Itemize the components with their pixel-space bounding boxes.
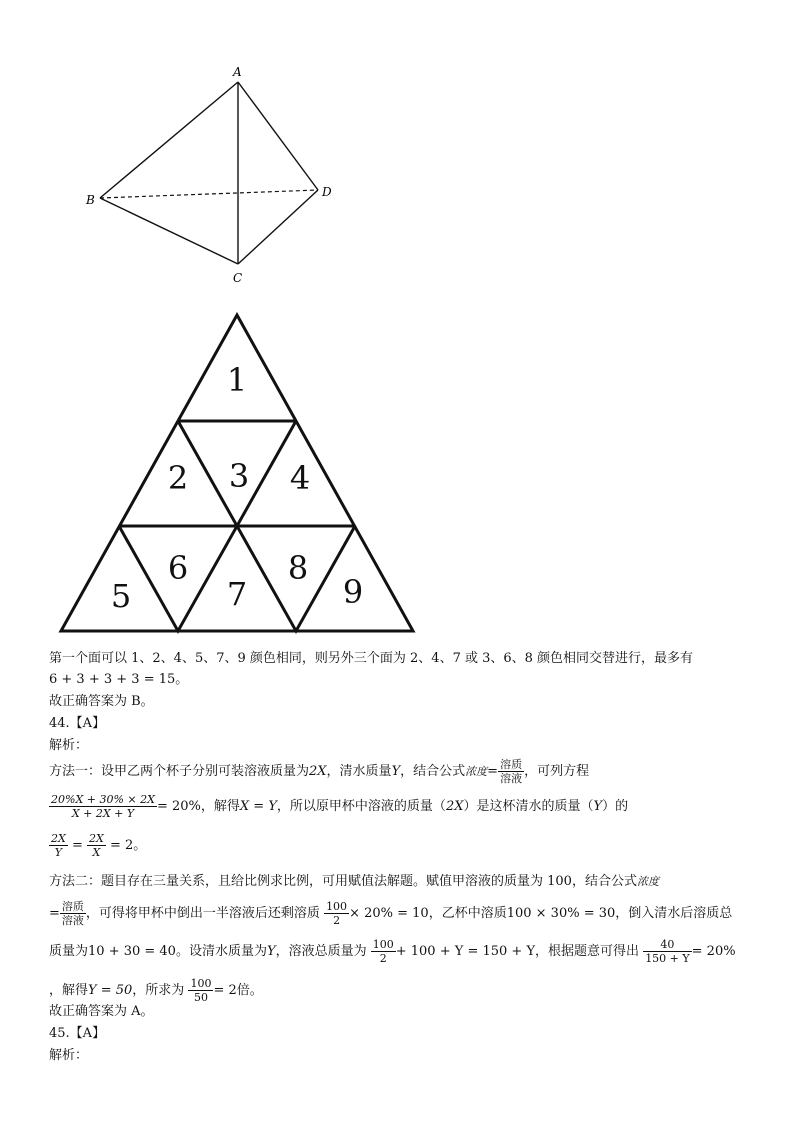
method1-solution: X = Y bbox=[239, 799, 277, 814]
conclusion-2: 故正确答案为 A。 bbox=[49, 1004, 154, 1019]
method2-line1 bbox=[49, 873, 659, 891]
method2-text-k: 倍。 bbox=[236, 983, 263, 998]
method1-text-b: ，清水质量 bbox=[326, 764, 392, 779]
method2-conc-label: 浓度 bbox=[636, 875, 659, 888]
edge-bd-hidden bbox=[100, 190, 318, 198]
method1-frac-den: 溶液 bbox=[500, 772, 523, 785]
method1-text-h: ）的 bbox=[602, 799, 629, 814]
triangle-figure bbox=[55, 305, 425, 640]
method1-var-2x: 2X bbox=[309, 764, 327, 779]
method1-text-e: ，解得 bbox=[200, 799, 240, 814]
face-label-4: 4 bbox=[289, 459, 311, 497]
method2-percent-num: 40 bbox=[643, 938, 691, 952]
method2-text-c: ，乙杯中溶质 bbox=[428, 906, 507, 921]
para1-line1: 第一个面可以 1、2、4、5、7、9 颜色相同，则另外三个面为 2、4、7 或 3、6、8 颜色相同交替进行，最多有 bbox=[49, 651, 694, 666]
method2-total-num: 100 bbox=[372, 938, 394, 951]
para1-line2: 6 + 3 + 3 + 3 = 15。 bbox=[49, 672, 189, 687]
method1-ratio2-num: 2X bbox=[89, 832, 104, 845]
method1-concentration-fraction bbox=[498, 758, 524, 785]
method2-text-f: 。设清水质量为 bbox=[175, 944, 267, 959]
method2-text-e: 质量为 bbox=[49, 944, 89, 959]
edge-cd bbox=[238, 190, 318, 264]
method2-half-den: 2 bbox=[333, 914, 341, 927]
method2-half-rest: × 20% = 10 bbox=[349, 906, 429, 921]
q44-heading: 44.【A】 bbox=[49, 716, 106, 731]
face-label-6: 6 bbox=[167, 549, 189, 587]
face-label-9: 9 bbox=[342, 573, 364, 611]
vertex-label-a: A bbox=[233, 65, 242, 79]
edge-ad bbox=[238, 82, 318, 190]
method1-eqn-rhs: = 20% bbox=[156, 799, 201, 814]
method1-var-y: Y bbox=[391, 764, 401, 779]
tetrahedron-figure bbox=[80, 50, 380, 300]
method1-line2 bbox=[49, 793, 628, 820]
method1-text-g: ）是这杯清水的质量（ bbox=[463, 799, 594, 814]
q45-analysis-label: 解析： bbox=[49, 1048, 89, 1063]
method2-line3 bbox=[49, 938, 736, 965]
q44-analysis-label: 解析： bbox=[49, 738, 89, 753]
method1-eqn-num: 20%X + 30% × 2X bbox=[51, 793, 155, 806]
method2-frac-den: 溶液 bbox=[61, 914, 84, 927]
method1-ratio2-den: X bbox=[92, 846, 101, 859]
method2-line4 bbox=[49, 977, 263, 1004]
face-label-8: 8 bbox=[287, 549, 309, 587]
method1-text-c: ，结合公式 bbox=[400, 764, 466, 779]
vertex-label-b: B bbox=[86, 193, 95, 207]
method2-percent-fraction bbox=[643, 938, 691, 965]
vertex-label-d: D bbox=[322, 185, 332, 199]
method1-text-f: ，所以原甲杯中溶液的质量（ bbox=[276, 799, 446, 814]
method2-text-h: ，根据题意可得出 bbox=[535, 944, 640, 959]
method1-ratio1-den: Y bbox=[54, 846, 63, 859]
method1-var-2x-b: 2X bbox=[445, 799, 464, 814]
method2-text-i: ，解得 bbox=[49, 983, 89, 998]
method2-total-den: 2 bbox=[379, 952, 387, 965]
method1-frac-num: 溶质 bbox=[500, 758, 523, 771]
method1-conc-label: 浓度 bbox=[465, 765, 488, 778]
conclusion-1: 故正确答案为 B。 bbox=[49, 694, 154, 709]
face-label-1: 1 bbox=[226, 361, 248, 399]
method1-ratio1 bbox=[49, 832, 68, 859]
method2-text-j: ，所求为 bbox=[132, 983, 185, 998]
method2-text-a: 方法二：题目存在三量关系，且给比例求比例，可用赋值法解题。赋值甲溶液的质量为 100，结合公式 bbox=[49, 874, 637, 889]
vertex-label-c: C bbox=[233, 271, 243, 285]
face-label-2: 2 bbox=[167, 459, 189, 497]
method2-total: 10 + 30 = 40 bbox=[88, 944, 176, 959]
method2-yi-solute: 100 × 30% = 30 bbox=[506, 906, 616, 921]
method1-eqn-den: X + 2X + Y bbox=[71, 807, 135, 820]
face-label-3: 3 bbox=[228, 457, 250, 495]
face-label-5: 5 bbox=[110, 577, 132, 615]
method1-ratio-eq: = bbox=[71, 838, 83, 853]
method2-result-den: 50 bbox=[193, 991, 208, 1004]
method2-total-rest: + 100 + Y = 150 + Y bbox=[395, 944, 536, 959]
method1-ratio1-num: 2X bbox=[51, 832, 66, 845]
edge-bc bbox=[100, 198, 238, 264]
method2-result-num: 100 bbox=[190, 977, 212, 990]
method1-line1 bbox=[49, 758, 589, 785]
method2-percent-rest: = 20% bbox=[691, 944, 736, 959]
method2-y-solution: Y = 50 bbox=[88, 983, 133, 998]
method1-ratio-end: = 2。 bbox=[110, 838, 147, 853]
method2-frac-num: 溶质 bbox=[61, 900, 84, 913]
method2-text-d: ，倒入清水后溶质总 bbox=[615, 906, 733, 921]
method1-var-y-b: Y bbox=[593, 799, 603, 814]
q45-heading: 45.【A】 bbox=[49, 1026, 106, 1041]
method2-text-g: ，溶液总质量为 bbox=[275, 944, 367, 959]
method2-half-fraction bbox=[324, 900, 349, 927]
method1-text-a: 方法一：设甲乙两个杯子分别可装溶液质量为 bbox=[49, 764, 310, 779]
method2-result-fraction bbox=[188, 977, 213, 1004]
method2-total-fraction bbox=[371, 938, 396, 965]
method2-text-b: ，可得将甲杯中倒出一半溶液后还剩溶质 bbox=[85, 906, 320, 921]
method1-text-d: ，可列方程 bbox=[524, 764, 590, 779]
face-label-7: 7 bbox=[226, 575, 248, 613]
method1-equation-fraction bbox=[49, 793, 157, 820]
method1-line3 bbox=[49, 832, 146, 859]
method2-eq: = bbox=[49, 906, 60, 921]
method2-var-y: Y bbox=[266, 944, 276, 959]
method2-half-num: 100 bbox=[326, 900, 348, 913]
method2-line2 bbox=[49, 900, 732, 927]
method2-percent-den: 150 + Y bbox=[645, 952, 690, 965]
method2-result-rest: = 2 bbox=[213, 983, 237, 998]
edge-ab bbox=[100, 82, 238, 198]
method1-eq: = bbox=[487, 764, 499, 779]
method1-ratio2 bbox=[87, 832, 106, 859]
method2-concentration-fraction bbox=[60, 900, 86, 927]
